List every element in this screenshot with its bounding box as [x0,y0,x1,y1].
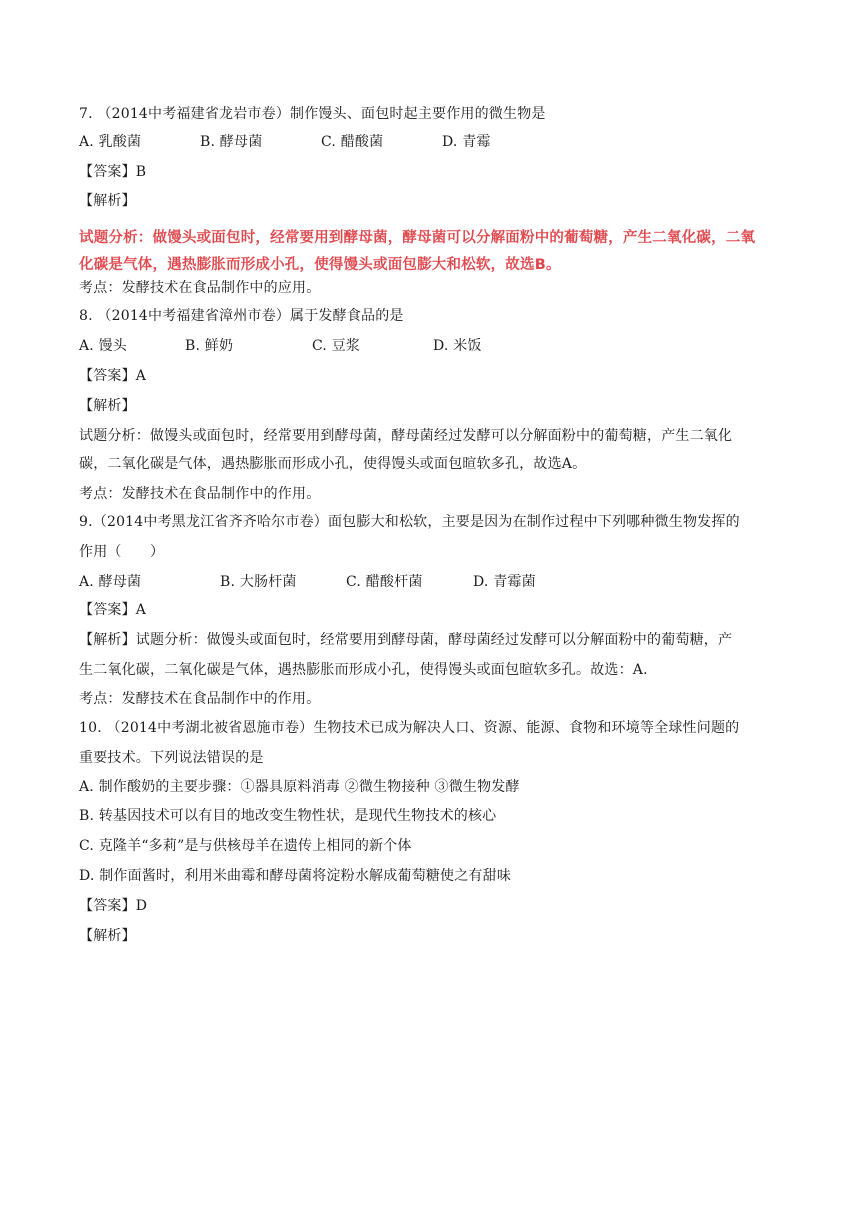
q8-answer: 【答案】A [79,368,147,384]
q8-analysis-line-2: 碳，二氧化碳是气体，遇热膨胀而形成小孔，使得馒头或面包暄软多孔，故选A。 [79,456,587,472]
q7-stem: 7. （2014中考福建省龙岩市卷）制作馒头、面包时起主要作用的微生物是 [79,106,546,122]
q7-kaodian: 考点：发酵技术在食品制作中的应用。 [79,280,321,296]
q7-answer: 【答案】B [79,164,147,180]
q9-option-d: D. 青霉菌 [473,574,536,590]
q7-analysis-line-1: 试题分析：做馒头或面包时，经常要用到酵母菌，酵母菌可以分解面粉中的葡萄糖，产生二氧化碳，二氧 [79,230,756,246]
q9-stem-line-2: 作用（ ） [79,544,165,560]
q7-options [79,132,491,152]
q8-option-b: B. 鲜奶 [185,338,234,354]
q7-option-b: B. 酵母菌 [200,134,263,150]
q7-option-d: D. 青霉 [442,134,491,150]
q9-option-a: A. 酵母菌 [79,574,142,590]
q10-stem-line-2: 重要技术。下列说法错误的是 [79,750,264,766]
q9-answer: 【答案】A [79,602,147,618]
q10-option-d: D. 制作面酱时，利用米曲霉和酵母菌将淀粉水解成葡萄糖使之有甜味 [79,868,512,884]
q7-option-c: C. 醋酸菌 [321,134,384,150]
q7-option-a: A. 乳酸菌 [79,134,142,150]
q8-kaodian: 考点：发酵技术在食品制作中的作用。 [79,486,321,502]
q10-option-b: B. 转基因技术可以有目的地改变生物性状，是现代生物技术的核心 [79,808,497,824]
q10-option-a: A. 制作酸奶的主要步骤：①器具原料消毒 ②微生物接种 ③微生物发酵 [79,779,520,795]
q7-analysis-label: 【解析】 [79,193,136,209]
q9-option-b: B. 大肠杆菌 [220,574,297,590]
q8-options [79,336,482,356]
q9-options [79,572,536,592]
q9-stem-line-1: 9.（2014中考黑龙江省齐齐哈尔市卷）面包膨大和松软，主要是因为在制作过程中下列哪种微生物发挥的 [79,514,740,530]
q8-stem: 8. （2014中考福建省漳州市卷）属于发酵食品的是 [79,308,404,324]
q9-analysis-line-2: 生二氧化碳，二氧化碳是气体，遇热膨胀而形成小孔，使得馒头或面包暄软多孔。故选：A. [79,662,648,678]
q8-option-d: D. 米饭 [433,338,482,354]
q8-analysis-line-1: 试题分析：做馒头或面包时，经常要用到酵母菌，酵母菌经过发酵可以分解面粉中的葡萄糖，产生二氧化 [79,428,733,444]
q10-stem-line-1: 10. （2014中考湖北被省恩施市卷）生物技术已成为解决人口、资源、能源、食物和环境等全球性问题的 [79,720,740,736]
q8-option-a: A. 馒头 [79,338,128,354]
q7-analysis-line-2: 化碳是气体，遇热膨胀而形成小孔，使得馒头或面包膨大和松软，故选B。 [79,257,561,273]
q10-answer: 【答案】D [79,898,148,914]
q8-option-c: C. 豆浆 [312,338,361,354]
q9-option-c: C. 醋酸杆菌 [346,574,423,590]
q10-option-c: C. 克隆羊“多莉”是与供核母羊在遗传上相同的新个体 [79,838,412,854]
q9-kaodian: 考点：发酵技术在食品制作中的作用。 [79,691,321,707]
q10-analysis-label: 【解析】 [79,928,136,944]
q8-analysis-label: 【解析】 [79,398,136,414]
q9-analysis-line-1: 【解析】试题分析：做馒头或面包时，经常要用到酵母菌，酵母菌经过发酵可以分解面粉中的葡萄糖，产 [79,632,733,648]
